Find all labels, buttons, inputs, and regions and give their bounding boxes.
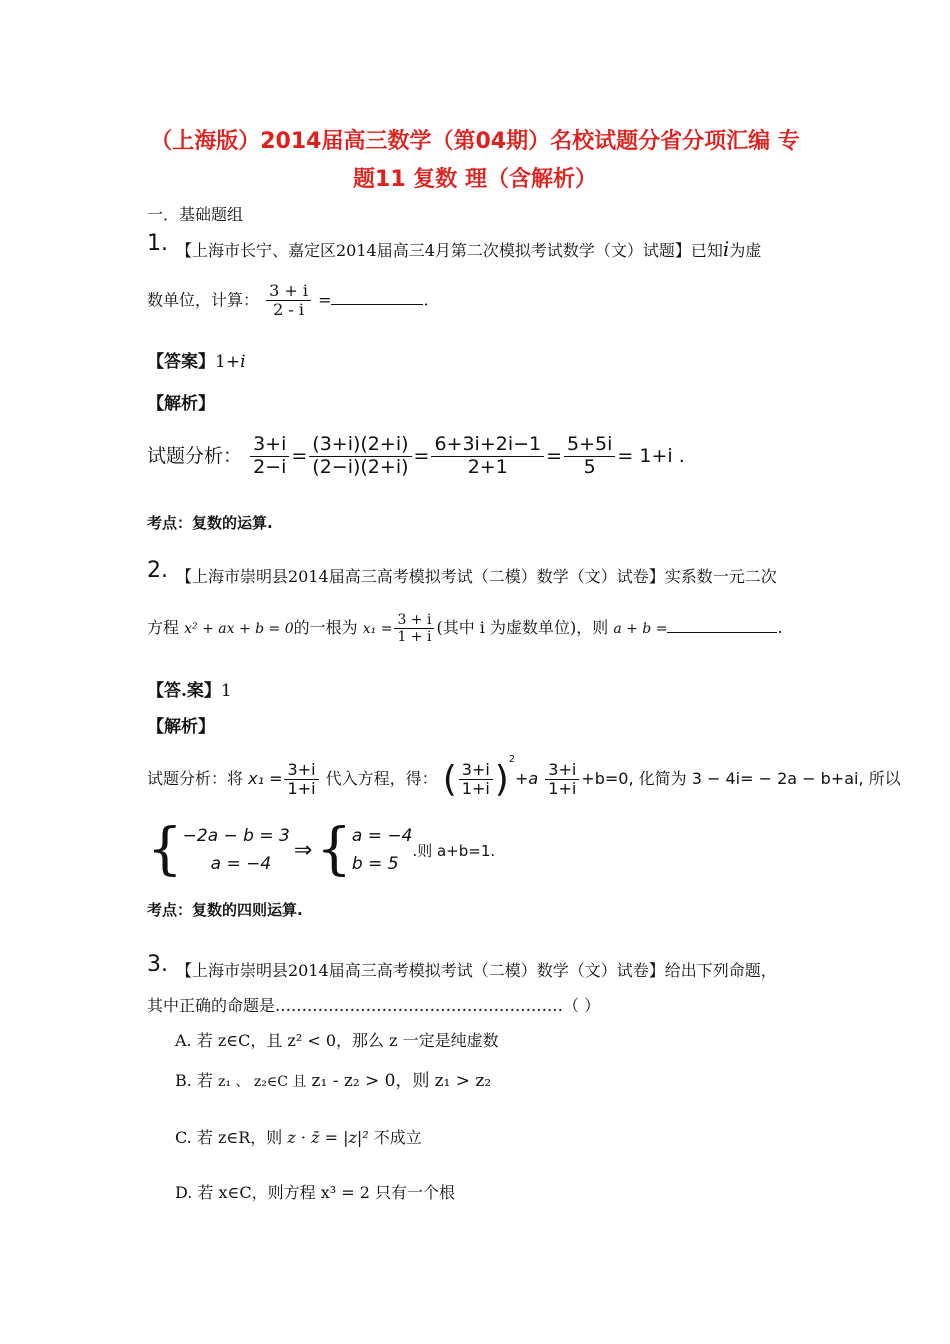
doc-title-line1: （上海版）2014届高三数学（第04期）名校试题分省分项汇编 专: [150, 129, 800, 154]
q2-solution-system: { −2a − b = 3 a = −4 ⇒ { a = −4 b = 5 .则 a+b=1.: [147, 817, 496, 882]
q3-option-c: C. 若 z∈R，则 z · z̄ = |z|² 不成立: [175, 1128, 422, 1147]
q3-source: 【上海市崇明县2014届高三高考模拟考试（二模）数学（文）试卷】给出下列命题，: [176, 961, 777, 980]
q2-solution-line1: 试题分析：将 x₁ = $\frac{3+i}{1+i}$ 代入方程，得： ( $\frac{3+i}{1+i}$ )$^2$+a $\frac{3+i}{1+i}$ +b=0, 化简为 3 − 4i= − 2a − b+ai, 所以: [147, 754, 901, 800]
q3-option-b: B. 若 z₁ 、 z₂∈C 且 z₁ - z₂ > 0，则 z₁ > z₂: [175, 1071, 492, 1091]
q2-answer: 【答.案】1: [147, 681, 232, 701]
q1-source: 【上海市长宁、嘉定区2014届高三4月第二次模拟考试数学（文）试题】已知i为虚: [176, 237, 762, 261]
q3-option-a: A. 若 z∈C，且 z² < 0，那么 z 一定是纯虚数: [175, 1031, 499, 1050]
q2-kaodian: 考点：复数的四则运算.: [147, 901, 303, 919]
q3-option-d: D. 若 x∈C，则方程 x³ = 2 只有一个根: [175, 1183, 455, 1202]
q1-number: 1.: [147, 231, 168, 256]
q1-line2: 数单位，计算： $\frac{3 + i}{2 - i}$ = .: [147, 281, 429, 320]
q2-source: 【上海市崇明县2014届高三高考模拟考试（二模）数学（文）试卷】实系数一元二次: [176, 567, 777, 586]
q1-solution: 试题分析： $\frac{3+i}{2-i}$ = $\frac{(3+i)(2+i)}{(2-i)(2+i)}$ = $\frac{6+3i+2i-1}{2+1}$ = $\frac{5+5i}{5}$ = 1+i .: [147, 433, 685, 478]
q2-answer-blank: [667, 632, 777, 633]
q1-answer: 【答案】1+i: [147, 352, 246, 372]
q3-number: 3.: [147, 952, 168, 977]
q1-analysis-label: 【解析】: [147, 394, 215, 414]
q2-analysis-label: 【解析】: [147, 717, 215, 737]
doc-title-line2: 题11 复数 理（含解析）: [353, 167, 597, 192]
q3-line2: 其中正确的命题是………………………………………………（ ）: [147, 996, 601, 1015]
q1-answer-blank: [331, 304, 423, 305]
q2-line2: 方程 x² + ax + b = 0的一根为 x₁ = $\frac{3 + i}{1 + i}$ (其中 i 为虚数单位)，则 a + b = .: [147, 612, 783, 646]
q1-kaodian: 考点：复数的运算.: [147, 514, 273, 532]
section-heading: 一．基础题组: [147, 205, 244, 224]
q2-number: 2.: [147, 558, 168, 583]
q1-fraction: $\frac{3 + i}{2 - i}$: [266, 282, 311, 320]
